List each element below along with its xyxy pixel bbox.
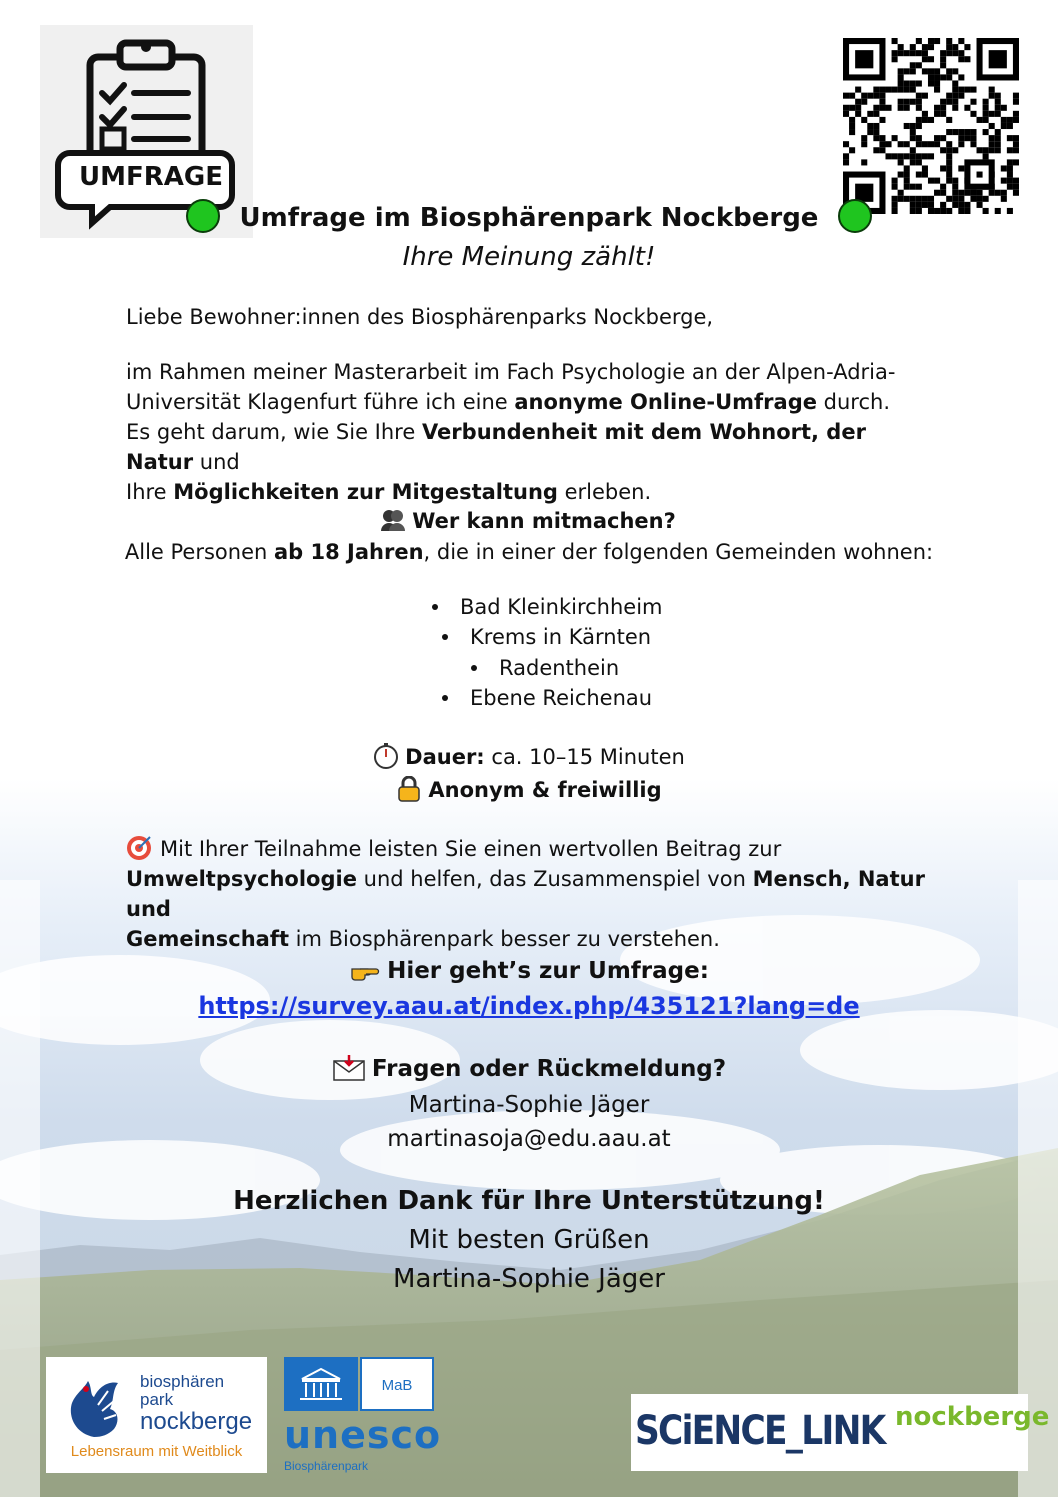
contribution-bold-2: Mensch, Natur und [126,867,925,921]
who-heading [0,506,1058,536]
pointing-hand-icon [349,957,381,983]
green-circle-icon [838,199,872,233]
science-link-text: SCiENCE_LINK [635,1408,885,1454]
intro-paragraph [126,357,926,507]
anonymous-line [0,775,1058,805]
umfrage-logo-text: UMFRAGE [79,162,223,192]
contribution-line-1: Mit Ihrer Teilnahme leisten Sie einen wertvollen Beitrag zur [160,837,782,861]
bullet [442,634,448,640]
bullet [471,665,477,671]
target-icon [126,835,152,861]
envelope-icon [332,1055,366,1081]
mab-box [360,1357,434,1411]
contact-email[interactable]: martinasoja@edu.aau.at [387,1126,671,1152]
lock-icon [396,776,422,802]
intro-line-3-end: und [193,450,240,474]
intro-line-1: im Rahmen meiner Masterarbeit im Fach Psychologie an der Alpen-Adria- [126,360,896,384]
contact-heading-text: Fragen oder Rückmeldung? [371,1056,727,1082]
temple-icon [284,1357,358,1411]
people-silhouette-icon [380,507,406,533]
contact-heading [0,1053,1058,1085]
green-circle-icon [186,199,220,233]
page-title [0,196,1058,240]
list-item [442,622,651,652]
contribution-bold-1: Umweltpsychologie [126,867,357,891]
contribution-paragraph [126,834,926,954]
duration-label: Dauer: [405,745,485,769]
contribution-line-2: und helfen, das Zusammenspiel von [356,867,753,891]
town-name: Bad Kleinkirchheim [460,595,663,619]
intro-bold-participation: Möglichkeiten zur Mitgestaltung [173,480,558,504]
contribution-bold-3: Gemeinschaft [126,927,289,951]
town-name: Krems in Kärnten [470,625,652,649]
contact-name: Martina-Sophie Jäger [408,1092,650,1118]
survey-heading-text: Hier geht’s zur Umfrage: [387,958,709,984]
who-heading-text: Wer kann mitmachen? [412,509,676,533]
logo-bio-slogan: Lebensraum mit Weitblick [70,1443,243,1460]
unesco-subtext: Biosphärenpark [284,1459,369,1473]
biosphaerenpark-logo [46,1357,267,1473]
unesco-text: unesco [284,1413,442,1457]
intro-bold-connection: Verbundenheit mit dem Wohnort, der Natur [126,420,866,474]
unesco-logo [284,1357,442,1475]
science-link-logo [631,1394,1050,1471]
qr-code[interactable] [843,38,1019,214]
survey-link-row [0,989,1058,1026]
logo-bio-line-3: nockberge [140,1408,253,1435]
list-item [442,683,652,713]
science-link-subtext: nockberge [895,1402,1050,1432]
unesco-temple-box [284,1357,358,1411]
subtitle: Ihre Meinung zählt! [402,242,656,272]
list-item [432,592,663,622]
logo-bio-line-1: biosphären [140,1372,225,1391]
intro-line-3: Es geht darum, wie Sie Ihre [126,420,422,444]
who-text-b: , die in einer der folgenden Gemeinden wohnen: [423,540,934,564]
bullet [442,695,448,701]
survey-heading [0,955,1058,987]
logo-bio-line-2: park [140,1390,174,1409]
town-name: Radenthein [499,656,620,680]
town-name: Ebene Reichenau [470,686,653,710]
survey-link[interactable]: https://survey.aau.at/index.php/435121?lang=de [198,992,860,1020]
duration-value: ca. 10–15 Minuten [484,745,685,769]
mab-text: MaB [381,1377,413,1394]
who-text-a: Alle Personen [124,540,274,564]
intro-line-2-end: durch. [816,390,891,414]
thanks-heading: Herzlichen Dank für Ihre Unterstützung! [233,1186,825,1216]
who-description [0,537,1058,567]
duration-line [0,742,1058,772]
greeting: Liebe Bewohner:innen des Biosphärenparks Nockberge, [126,305,714,329]
closing-name: Martina-Sophie Jäger [393,1264,665,1294]
intro-line-4: Ihre [126,480,174,504]
anonymous-text: Anonym & freiwillig [428,778,662,802]
list-item [471,653,619,683]
intro-bold-survey: anonyme Online-Umfrage [514,390,817,414]
title-text: Umfrage im Biosphärenpark Nockberge [239,203,819,233]
intro-line-4-end: erleben. [557,480,652,504]
stopwatch-icon [373,743,399,769]
closing-greeting: Mit besten Grüßen [408,1225,650,1255]
who-age: ab 18 Jahren [274,540,424,564]
capercaillie-bird-icon [64,1375,124,1441]
intro-line-2: Universität Klagenfurt führe ich eine [126,390,515,414]
contribution-line-3: im Biosphärenpark besser zu verstehen. [289,927,720,951]
bullet [432,604,438,610]
